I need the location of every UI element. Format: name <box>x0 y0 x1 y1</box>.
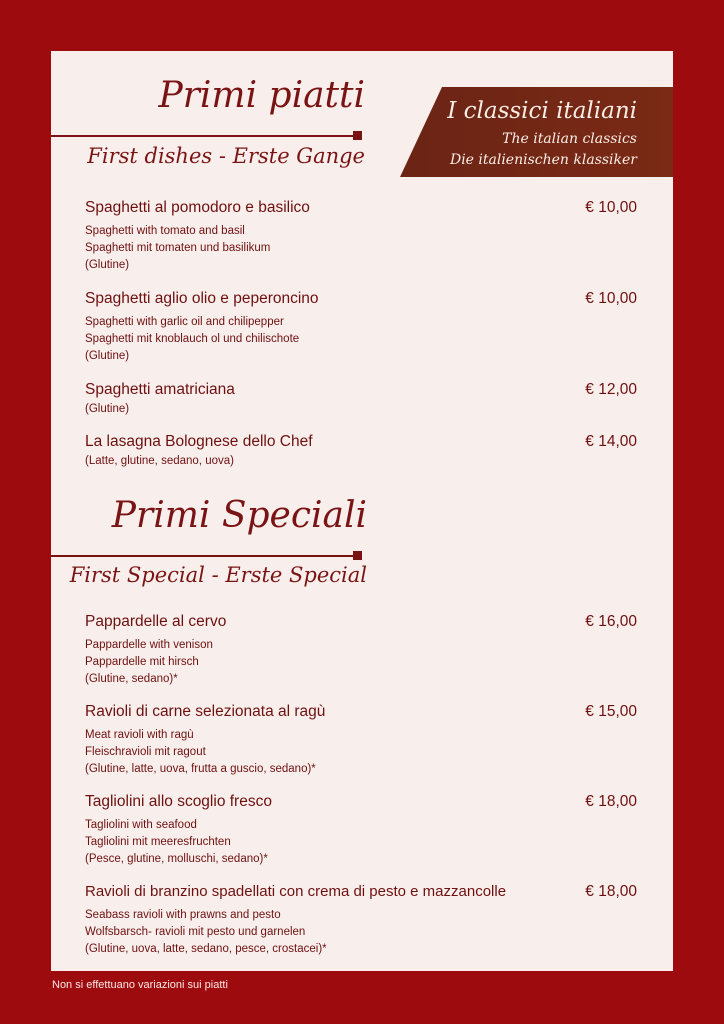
dish-name: Ravioli di carne selezionata al ragù <box>85 703 326 720</box>
dish-price: € 12,00 <box>585 381 637 398</box>
dish-price: € 10,00 <box>585 290 637 307</box>
dish-description-en: Spaghetti with tomato and basil <box>85 225 245 237</box>
dish-description-en: Meat ravioli with ragù <box>85 729 194 741</box>
dish-item <box>85 290 637 365</box>
banner-subtitle-en: The italian classics <box>502 131 637 147</box>
dish-description-de: Tagliolini mit meeresfruchten <box>85 836 231 848</box>
dish-description-de: Wolfsbarsch- ravioli mit pesto und garnelen <box>85 926 306 938</box>
dish-name: La lasagna Bolognese dello Chef <box>85 433 313 450</box>
dish-price: € 16,00 <box>585 613 637 630</box>
dish-description-en: Tagliolini with seafood <box>85 819 197 831</box>
dish-name: Pappardelle al cervo <box>85 613 227 630</box>
section-divider <box>51 555 357 557</box>
dish-price: € 18,00 <box>585 793 637 810</box>
dish-allergens: (Latte, glutine, sedano, uova) <box>85 455 234 467</box>
dish-price: € 14,00 <box>585 433 637 450</box>
dish-price: € 10,00 <box>585 199 637 216</box>
dish-name: Ravioli di branzino spadellati con crema di pesto e mazzancolle <box>85 883 507 900</box>
dish-description-de: Spaghetti mit knoblauch ol und chilischote <box>85 333 300 345</box>
dish-item <box>85 703 637 778</box>
section-title-primi-piatti: Primi piatti <box>158 75 365 116</box>
dish-item <box>85 381 637 418</box>
dish-allergens: (Glutine) <box>85 350 130 362</box>
section-subtitle-primi-speciali: First Special - Erste Special <box>69 563 367 587</box>
dish-item <box>85 433 637 470</box>
dish-description-en: Pappardelle with venison <box>85 639 213 651</box>
dish-name: Spaghetti amatriciana <box>85 381 235 398</box>
dish-allergens: (Glutine) <box>85 403 130 415</box>
banner-title: I classici italiani <box>447 98 637 124</box>
dish-allergens: (Glutine, uova, latte, sedano, pesce, crostacei)* <box>85 943 327 955</box>
dish-description-en: Spaghetti with garlic oil and chilipepper <box>85 316 284 328</box>
dish-item <box>85 199 637 274</box>
footer-note: Non si effettuano variazioni sui piatti <box>52 979 228 991</box>
dish-item <box>85 613 637 688</box>
dish-item <box>85 883 637 958</box>
dish-description-de: Fleischravioli mit ragout <box>85 746 206 758</box>
dish-allergens: (Pesce, glutine, molluschi, sedano)* <box>85 853 268 865</box>
section-title-primi-speciali: Primi Speciali <box>111 495 367 536</box>
dish-price: € 15,00 <box>585 703 637 720</box>
dish-allergens: (Glutine) <box>85 259 130 271</box>
section-subtitle-primi-piatti: First dishes - Erste Gange <box>87 144 365 168</box>
divider-end-square <box>353 551 362 560</box>
dish-description-de: Spaghetti mit tomaten und basilikum <box>85 242 271 254</box>
dish-allergens: (Glutine, latte, uova, frutta a guscio, sedano)* <box>85 763 316 775</box>
dish-allergens: (Glutine, sedano)* <box>85 673 178 685</box>
dish-description-en: Seabass ravioli with prawns and pesto <box>85 909 281 921</box>
banner-subtitle-de: Die italienischen klassiker <box>449 152 637 168</box>
dish-description-de: Pappardelle mit hirsch <box>85 656 199 668</box>
dish-name: Spaghetti aglio olio e peperoncino <box>85 290 319 307</box>
divider-end-square <box>353 131 362 140</box>
dish-price: € 18,00 <box>585 883 637 900</box>
menu-sheet <box>51 51 673 971</box>
section-divider <box>51 135 357 137</box>
dish-name: Tagliolini allo scoglio fresco <box>85 793 272 810</box>
dish-name: Spaghetti al pomodoro e basilico <box>85 199 310 216</box>
dish-item <box>85 793 637 868</box>
